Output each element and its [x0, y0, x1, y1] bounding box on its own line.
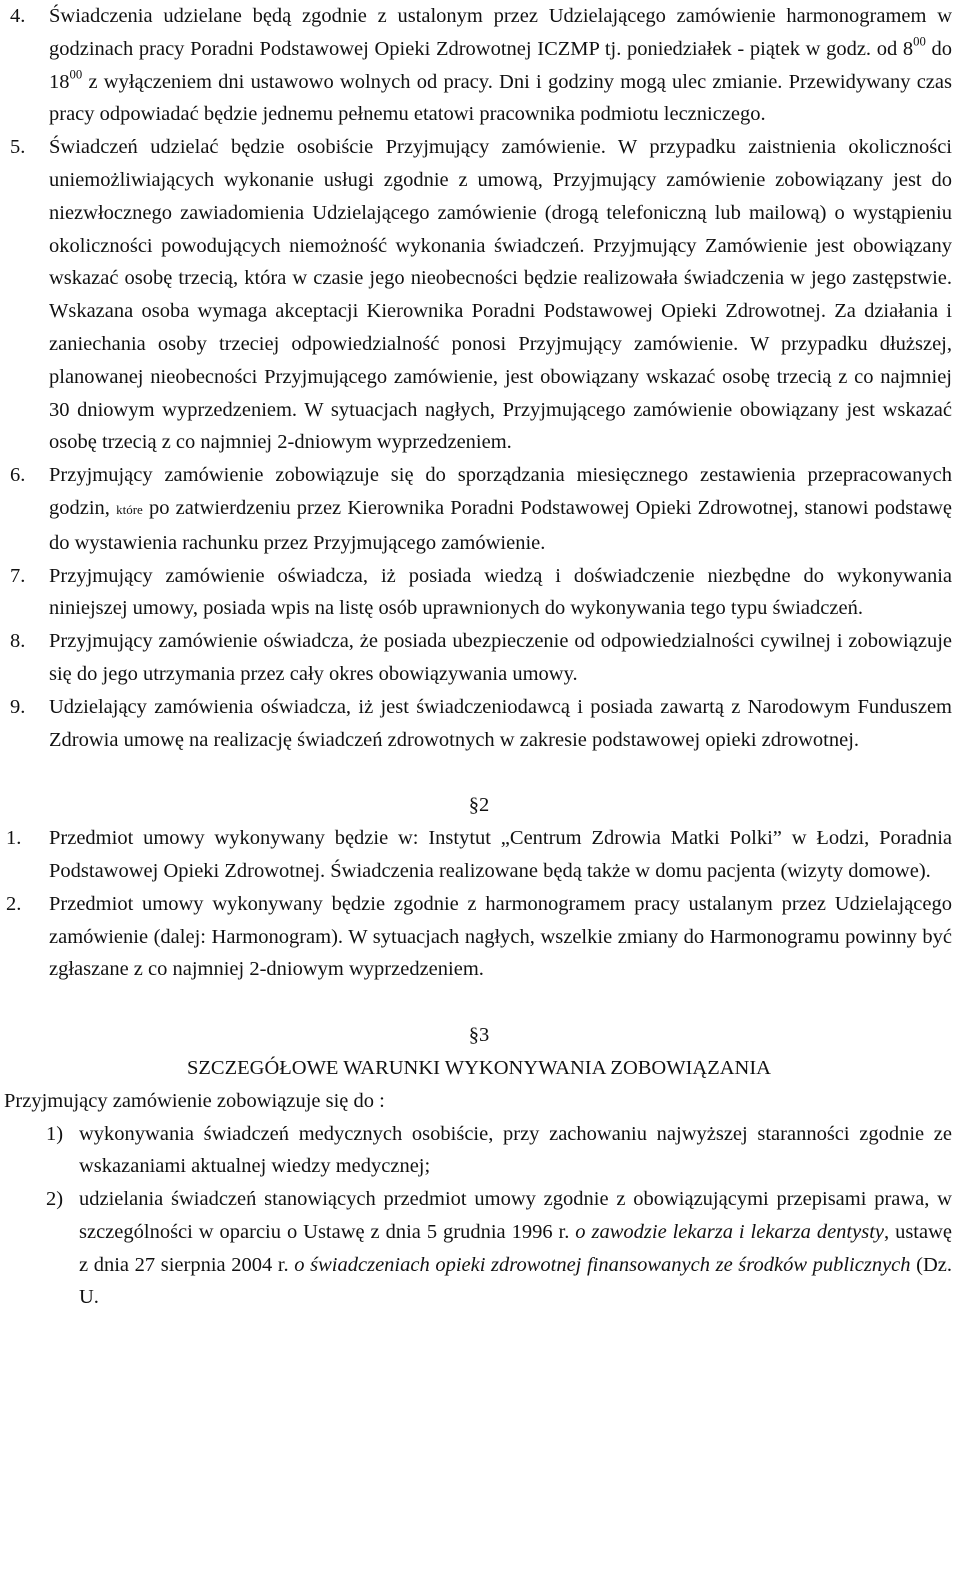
- item-text: wykonywania świadczeń medycznych osobiście, przy zachowaniu najwyższej staranności zgodnie ze wskazaniami aktualnej wiedzy medycznej;: [79, 1122, 952, 1178]
- list-item: [6, 1118, 952, 1184]
- section-heading: [6, 789, 952, 822]
- section-heading: [6, 1019, 952, 1052]
- list-item: [6, 131, 952, 459]
- list-item: [6, 691, 952, 757]
- list-item: [6, 625, 952, 691]
- item-number: 4.: [10, 5, 26, 27]
- item-text: Przedmiot umowy wykonywany będzie w: Instytut „Centrum Zdrowia Matki Polki” w Łodzi, Poradnia Podstawowej Opieki Zdrowotnej. Świadczenia realizowane będą także w domu pacjenta (wizyty domowe).: [49, 827, 952, 882]
- item-text: Przedmiot umowy wykonywany będzie zgodnie z harmonogramem pracy ustalanym przez Udzielającego zamówienie (dalej: Harmonogram). W sytuacjach nagłych, wszelkie zmiany do Harmonogramu powinny być zgłaszane z co najmniej 2-dniowym wyprzedzeniem.: [49, 892, 952, 981]
- item-text: Udzielający zamówienia oświadcza, iż jest świadczeniodawcą i posiada zawartą z Narodowym Funduszem Zdrowia umowę na realizację świadczeń zdrowotnych w zakresie podstawowej opieki zdrowotnej.: [49, 695, 952, 751]
- item-text: udzielania świadczeń stanowiących przedmiot umowy zgodnie z obowiązującymi przepisami prawa, w szczególności w oparciu o Ustawę z dnia 5 grudnia 1996 r. o zawodzie lekarza i lekarza dentysty, ustawę z dnia 27 sierpnia 2004 r. o świadczeniach opieki zdrowotnej finansowanych ze środków publicznych (Dz. U.: [79, 1188, 952, 1309]
- item-text: Przyjmujący zamówienie zobowiązuje się do sporządzania miesięcznego zestawienia przepracowanych godzin, które po zatwierdzeniu przez Kierownika Poradni Podstawowej Opieki Zdrowotnej, stanowi podstawę do wystawienia rachunku przez Przyjmującego zamówienie.: [49, 464, 952, 554]
- section-title: SZCZEGÓŁOWE WARUNKI WYKONYWANIA ZOBOWIĄZANIA: [187, 1056, 771, 1079]
- item-text: Przyjmujący zamówienie oświadcza, że posiada ubezpieczenie od odpowiedzialności cywilnej i zobowiązuje się do jego utrzymania przez cały okres obowiązywania umowy.: [49, 630, 952, 685]
- item-text: Przyjmujący zamówienie oświadcza, iż posiada wiedzą i doświadczenie niezbędne do wykonywania niniejszej umowy, posiada wpis na listę osób uprawnionych do wykonywania tego typu świadczeń.: [49, 564, 952, 620]
- list-item: [6, 459, 952, 559]
- list-item: [6, 0, 952, 131]
- item-number: 2.: [6, 892, 22, 915]
- section-number: §3: [468, 1024, 490, 1047]
- item-number: 2): [46, 1188, 64, 1211]
- item-number: 8.: [10, 630, 26, 653]
- item-number: 7.: [10, 564, 26, 587]
- item-number: 6.: [10, 464, 26, 487]
- section-intro: Przyjmujący zamówienie zobowiązuje się do :: [4, 1089, 385, 1112]
- list-item: [6, 888, 952, 986]
- item-number: 1): [46, 1122, 64, 1145]
- item-text: Świadczeń udzielać będzie osobiście Przyjmujący zamówienie. W przypadku zaistnienia okoliczności uniemożliwiających wykonanie usługi zgodnie z umową, Przyjmujący zamówienie zobowiązany jest do niezwłocznego zawiadomienia Udzielającego zamówienie (drogą telefoniczną lub mailową) o wystąpieniu okoliczności powodujących niemożność wykonania świadczeń. Przyjmujący Zamówienie jest obowiązany wskazać osobę trzecią, która w czasie jego nieobecności będzie realizowała świadczenia w jego zastępstwie. Wskazana osoba wymaga akceptacji Kierownika Poradni Podstawowej Opieki Zdrowotnej. Za działania i zaniechania osoby trzeciej odpowiedzialność ponosi Przyjmujący zamówienie. W przypadku dłuższej, planowanej nieobecności Przyjmującego zamówienie, jest obowiązany wskazać osobę trzecią z co najmniej 30 dniowym wyprzedzeniem. W sytuacjach nagłych, Przyjmującego zamówienie obowiązany jest wskazać osobę trzecią z co najmniej 2-dniowym wyprzedzeniem.: [49, 136, 952, 454]
- item-number: 9.: [10, 695, 26, 718]
- section-number: §2: [468, 794, 490, 817]
- list-item: [6, 822, 952, 888]
- list-item: [6, 560, 952, 626]
- list-item: [6, 1183, 952, 1314]
- item-number: 1.: [6, 827, 22, 850]
- item-text: Świadczenia udzielane będą zgodnie z ustalonym przez Udzielającego zamówienie harmonogramem w godzinach pracy Poradni Podstawowej Opieki Zdrowotnej ICZMP tj. poniedziałek - piątek w godz. od $8^{00}$ do $18^{00}$ z wyłączeniem dni ustawowo wolnych od pracy. Dni i godziny mogą ulec zmianie. Przewidywany czas pracy odpowiadać będzie jednemu pełnemu etatowi pracownika podmiotu leczniczego.: [49, 5, 953, 126]
- item-number: 5.: [10, 136, 26, 159]
